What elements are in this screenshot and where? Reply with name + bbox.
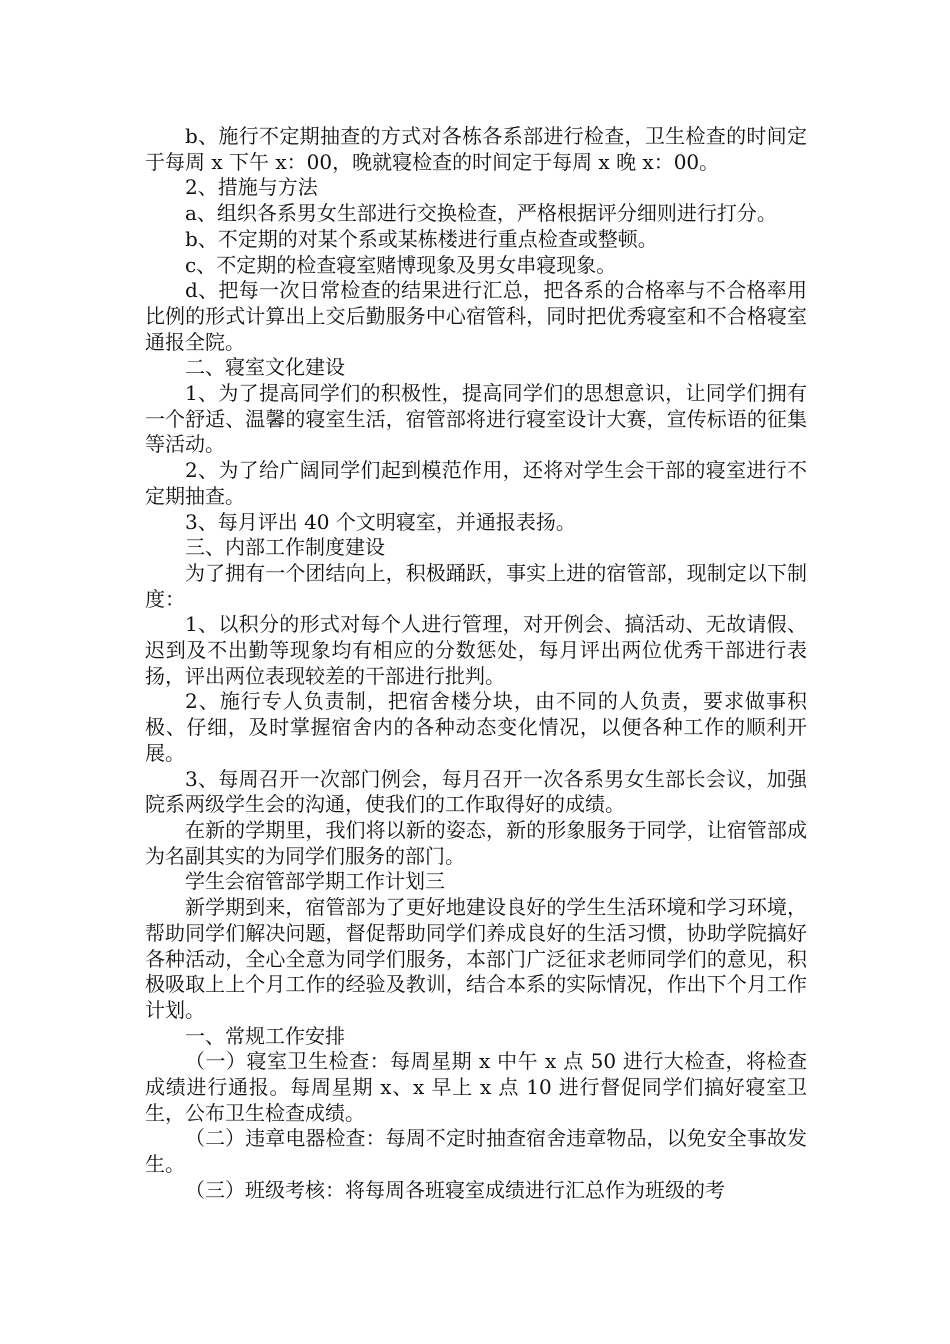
document-title: 学生会宿管部学期工作计划三 — [185, 869, 445, 894]
document-page — [145, 124, 807, 1204]
paragraph: 在新的学期里，我们将以新的姿态，新的形象服务于同学，让宿管部成为名副其实的为同学们服务的部门。 — [145, 817, 807, 868]
paragraph: 为了拥有一个团结向上，积极踊跃，事实上进的宿管部，现制定以下制度： — [145, 560, 807, 611]
section-heading: 三、内部工作制度建设 — [185, 535, 385, 560]
paragraph: 3、每月评出 40 个文明寝室，并通报表扬。 — [185, 509, 576, 534]
paragraph: d、把每一次日常检查的结果进行汇总，把各系的合格率与不合格率用比例的形式计算出上交后勤服务中心宿管科，同时把优秀寝室和不合格寝室通报全院。 — [145, 278, 807, 354]
paragraph: 新学期到来，宿管部为了更好地建设良好的学生生活环境和学习环境，帮助同学们解决问题，督促帮助同学们养成良好的生活习惯，协助学院搞好各种活动，全心全意为同学们服务，本部门广泛征求老师同学们的意见，积极吸取上上个月工作的经验及教训，结合本系的实际情况，作出下个月工作计划。 — [145, 895, 807, 1022]
paragraph: 2、为了给广阔同学们起到模范作用，还将对学生会干部的寝室进行不定期抽查。 — [145, 458, 807, 508]
paragraph: （三）班级考核：将每周各班寝室成绩进行汇总作为班级的考 — [185, 1177, 725, 1202]
paragraph: 3、每周召开一次部门例会，每月召开一次各系男女生部长会议，加强院系两级学生会的沟通，使我们的工作取得好的成绩。 — [145, 766, 807, 817]
paragraph: （二）违章电器检查：每周不定时抽查宿舍违章物品，以免安全事故发生。 — [145, 1126, 807, 1177]
section-heading: 一、常规工作安排 — [185, 1023, 345, 1048]
paragraph: a、组织各系男女生部进行交换检查，严格根据评分细则进行打分。 — [185, 201, 777, 226]
paragraph: b、施行不定期抽查的方式对各栋各系部进行检查，卫生检查的时间定于每周 x 下午 x：00，晚就寝检查的时间定于每周 x 晚 x：00。 — [145, 124, 807, 174]
paragraph: （一）寝室卫生检查：每周星期 x 中午 x 点 50 进行大检查，将检查成绩进行通报。每周星期 x、x 早上 x 点 10 进行督促同学们搞好寝室卫生，公布卫生检查成绩。 — [145, 1049, 807, 1125]
paragraph: 2、施行专人负责制，把宿舍楼分块，由不同的人负责，要求做事积极、仔细，及时掌握宿舍内的各种动态变化情况，以便各种工作的顺利开展。 — [145, 689, 807, 765]
section-heading: 2、措施与方法 — [185, 175, 318, 200]
paragraph: 1、为了提高同学们的积极性，提高同学们的思想意识，让同学们拥有一个舒适、温馨的寝室生活，宿管部将进行寝室设计大赛，宣传标语的征集等活动。 — [145, 381, 807, 457]
paragraph: 1、以积分的形式对每个人进行管理，对开例会、搞活动、无故请假、迟到及不出勤等现象均有相应的分数惩处，每月评出两位优秀干部进行表扬，评出两位表现较差的干部进行批判。 — [145, 612, 807, 688]
section-heading: 二、寝室文化建设 — [185, 355, 345, 380]
paragraph: c、不定期的检查寝室赌博现象及男女串寝现象。 — [185, 252, 617, 277]
paragraph: b、不定期的对某个系或某栋楼进行重点检查或整顿。 — [185, 226, 658, 251]
